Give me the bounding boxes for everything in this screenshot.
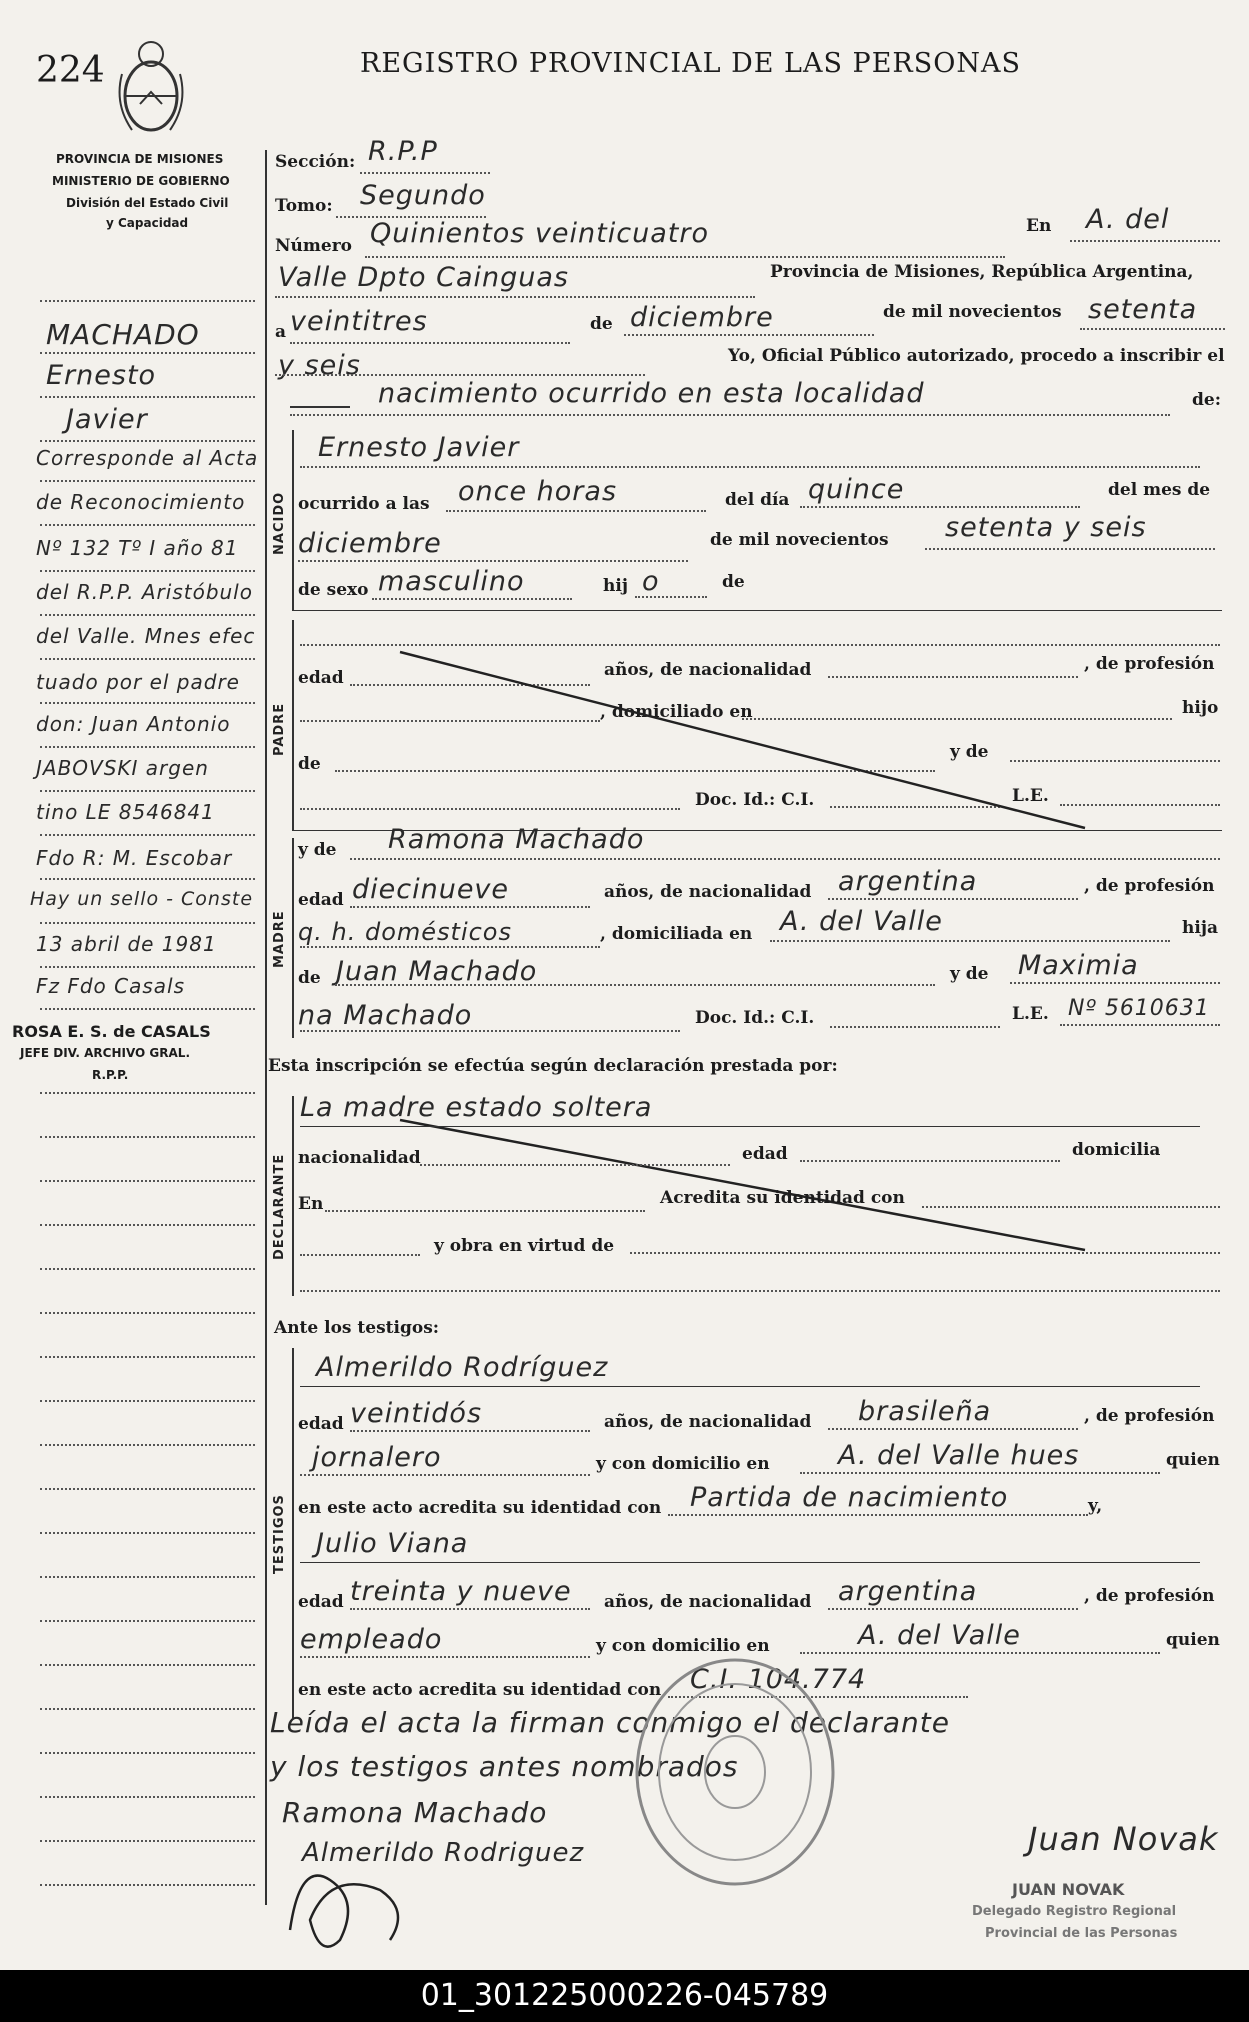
padre-y-de-label: y de — [950, 742, 989, 762]
declarante-nacionalidad-label: nacionalidad — [298, 1148, 421, 1168]
t1-documento-value: Partida de nacimiento — [690, 1482, 1009, 1513]
ante-testigos-label: Ante los testigos: — [274, 1318, 440, 1338]
declarante-obra-label: y obra en virtud de — [434, 1236, 615, 1256]
oficial-publico-label: Yo, Oficial Público autorizado, procedo a inscribir el — [728, 346, 1225, 366]
footer-bar — [0, 1970, 1249, 2022]
t1-profesion-value: jornalero — [312, 1442, 442, 1473]
t1-y-label: y, — [1088, 1496, 1103, 1516]
madre-nacionalidad-value: argentina — [838, 866, 978, 897]
lugar-value: Valle Dpto Cainguas — [278, 262, 569, 293]
agency-line-2: MINISTERIO DE GOBIERNO — [52, 174, 230, 188]
t1-profesion-label: , de profesión — [1084, 1406, 1215, 1426]
de-colon-label: de: — [1192, 390, 1221, 410]
margin-nombre-2: Javier — [66, 404, 148, 435]
anio-inscripcion-value-1: setenta — [1088, 294, 1198, 325]
t2-quien-label: quien — [1166, 1630, 1220, 1650]
margin-apellido: MACHADO — [46, 318, 200, 351]
t1-anos-label: años, de nacionalidad — [604, 1412, 812, 1432]
padre-doc-label: Doc. Id.: C.I. — [695, 790, 815, 810]
padre-hijo-label: hijo — [1182, 698, 1219, 718]
provincia-label: Provincia de Misiones, República Argentina, — [770, 262, 1194, 282]
t2-domicilio-value: A. del Valle — [858, 1620, 1021, 1651]
madre-doc-label: Doc. Id.: C.I. — [695, 1008, 815, 1028]
cierre-line-1: Leída el acta la firman conmigo el declarante — [270, 1706, 950, 1739]
declarante-value: La madre estado soltera — [300, 1092, 653, 1123]
numero-label: Número — [275, 236, 352, 256]
en-label: En — [1026, 216, 1052, 236]
margin-jefe-rpp: R.P.P. — [92, 1068, 129, 1082]
declarante-acredita-label: Acredita su identidad con — [660, 1188, 905, 1208]
nacido-nombre-value: Ernesto Javier — [318, 432, 520, 463]
declaracion-label: Esta inscripción se efectúa según declaración prestada por: — [268, 1056, 838, 1076]
t2-acredita-label: en este acto acredita su identidad con — [298, 1680, 662, 1700]
madre-profesion-value: q. h. domésticos — [298, 918, 512, 946]
stamp-name: JUAN NOVAK — [1012, 1880, 1125, 1899]
t1-acredita-label: en este acto acredita su identidad con — [298, 1498, 662, 1518]
margin-note-line-3: Nº 132 Tº I año 81 — [36, 536, 239, 560]
madre-hija-label: hija — [1182, 918, 1218, 938]
madre-profesion-label: , de profesión — [1084, 876, 1215, 896]
padre-edad-label: edad — [298, 668, 344, 688]
mes-inscripcion-value: diciembre — [630, 302, 774, 333]
signature-scribble — [270, 1840, 430, 1960]
margin-jefe-name: ROSA E. S. de CASALS — [12, 1022, 211, 1041]
de-label: de — [590, 314, 613, 334]
a-label: a — [275, 322, 287, 342]
del-mes-label: del mes de — [1108, 480, 1211, 500]
mes-value: diciembre — [298, 528, 442, 559]
margin-note-line-6: tuado por el padre — [36, 670, 240, 694]
footer-code: 01_301225000226-045789 — [420, 1978, 829, 2013]
madre-padre-value: Juan Machado — [336, 956, 538, 987]
t1-domicilio-value: A. del Valle hues — [838, 1440, 1080, 1471]
t2-edad-label: edad — [298, 1592, 344, 1612]
firma-madre: Ramona Machado — [282, 1796, 548, 1829]
margin-note-line-9: tino LE 8546841 — [36, 800, 215, 824]
margin-nombre-1: Ernesto — [46, 360, 157, 391]
de-mil-novecientos-2-label: de mil novecientos — [710, 530, 889, 550]
madre-edad-value: diecinueve — [352, 874, 510, 905]
agency-line-3: División del Estado Civil — [66, 196, 229, 210]
margin-note-line-12: 13 abril de 1981 — [36, 932, 217, 956]
margin-note-line-11: Hay un sello - Conste — [30, 888, 254, 910]
t1-edad-label: edad — [298, 1414, 344, 1434]
tomo-value: Segundo — [360, 180, 486, 211]
document-title: REGISTRO PROVINCIAL DE LAS PERSONAS — [360, 48, 1022, 79]
t1-quien-label: quien — [1166, 1450, 1220, 1470]
margin-note-line-5: del Valle. Mnes efec — [36, 624, 256, 648]
t2-domicilio-label: y con domicilio en — [596, 1636, 770, 1656]
dia-value: quince — [808, 474, 905, 505]
madre-y-de-label: y de — [298, 840, 337, 860]
numero-value: Quinientos veinticuatro — [370, 218, 709, 249]
oficial-firma: Juan Novak — [1028, 1820, 1219, 1858]
ocurrido-label: ocurrido a las — [298, 494, 430, 514]
hij-suffix-value: o — [642, 566, 660, 597]
dia-inscripcion-value: veintitres — [290, 306, 428, 337]
padre-le-label: L.E. — [1012, 786, 1049, 806]
official-round-seal-icon — [630, 1652, 840, 1892]
de-mil-novecientos-label: de mil novecientos — [883, 302, 1062, 322]
t2-nacionalidad-value: argentina — [838, 1576, 978, 1607]
t1-edad-value: veintidós — [350, 1398, 483, 1429]
margin-jefe-cargo: JEFE DIV. ARCHIVO GRAL. — [20, 1046, 191, 1060]
t1-nacionalidad-value: brasileña — [858, 1396, 992, 1427]
agency-line-4: y Capacidad — [106, 216, 189, 230]
tomo-label: Tomo: — [275, 196, 333, 216]
cierre-line-2: y los testigos antes nombrados — [270, 1750, 739, 1783]
madre-domicilio-value: A. del Valle — [780, 906, 943, 937]
sexo-label: de sexo — [298, 580, 369, 600]
t2-profesion-label: , de profesión — [1084, 1586, 1215, 1606]
padre-side-label: PADRE — [272, 702, 287, 756]
horas-value: once horas — [458, 476, 618, 507]
hij-label: hij — [603, 576, 628, 596]
madre-domiciliada-label: , domiciliada en — [600, 924, 753, 944]
madre-madre-value-1: Maximia — [1018, 950, 1139, 981]
testigo2-nombre-value: Julio Viana — [316, 1528, 469, 1559]
declarante-side-label: DECLARANTE — [272, 1153, 287, 1260]
t2-anos-label: años, de nacionalidad — [604, 1592, 812, 1612]
testigo1-nombre-value: Almerildo Rodríguez — [316, 1352, 609, 1383]
margin-note-line-8: JABOVSKI argen — [36, 756, 209, 780]
nacido-side-label: NACIDO — [272, 491, 287, 555]
padre-profesion-label: , de profesión — [1084, 654, 1215, 674]
anio-inscripcion-value-2: y seis — [278, 350, 361, 381]
anio-value: setenta y seis — [945, 512, 1147, 543]
t2-edad-value: treinta y nueve — [350, 1576, 572, 1607]
margin-note-line-10: Fdo R: M. Escobar — [36, 846, 233, 870]
madre-side-label: MADRE — [272, 910, 287, 968]
margin-note-line-2: de Reconocimiento — [36, 490, 246, 514]
t2-profesion-value: empleado — [300, 1624, 443, 1655]
padre-domiciliado-label: , domiciliado en — [600, 702, 753, 722]
stamp-title-2: Provincial de las Personas — [985, 1926, 1178, 1941]
madre-le-value: Nº 5610631 — [1068, 996, 1210, 1021]
madre-le-label: L.E. — [1012, 1004, 1049, 1024]
seccion-value: R.P.P — [368, 136, 438, 167]
t1-domicilio-label: y con domicilio en — [596, 1454, 770, 1474]
t2-documento-value: C.I. 104.774 — [690, 1664, 867, 1695]
madre-nombre-value: Ramona Machado — [388, 824, 645, 855]
page-number: 224 — [36, 50, 105, 91]
firma-testigo: Almerildo Rodriguez — [302, 1838, 585, 1868]
margin-note-line-1: Corresponde al Acta — [36, 446, 259, 470]
madre-anos-label: años, de nacionalidad — [604, 882, 812, 902]
margin-note-line-4: del R.P.P. Aristóbulo — [36, 580, 253, 604]
acto-value: nacimiento ocurrido en esta localidad — [378, 378, 925, 409]
seccion-label: Sección: — [275, 152, 356, 172]
declarante-domicilia-label: domicilia — [1072, 1140, 1161, 1160]
padre-de-label: de — [298, 754, 321, 774]
madre-y-de-2-label: y de — [950, 964, 989, 984]
padre-anos-label: años, de nacionalidad — [604, 660, 812, 680]
margin-note-line-13: Fz Fdo Casals — [36, 974, 186, 998]
madre-de-label: de — [298, 968, 321, 988]
stamp-title-1: Delegado Registro Regional — [972, 1904, 1177, 1919]
declarante-en-label: En — [298, 1194, 324, 1214]
de-label-nacido: de — [722, 572, 745, 592]
madre-edad-label: edad — [298, 890, 344, 910]
testigos-side-label: TESTIGOS — [272, 1494, 287, 1574]
agency-line-1: PROVINCIA DE MISIONES — [56, 152, 224, 166]
margin-note-line-7: don: Juan Antonio — [36, 712, 231, 736]
sexo-value: masculino — [378, 566, 525, 597]
en-value: A. del — [1086, 204, 1170, 235]
declarante-edad-label: edad — [742, 1144, 788, 1164]
del-dia-label: del día — [725, 490, 790, 510]
madre-madre-value-2: na Machado — [298, 1000, 473, 1031]
